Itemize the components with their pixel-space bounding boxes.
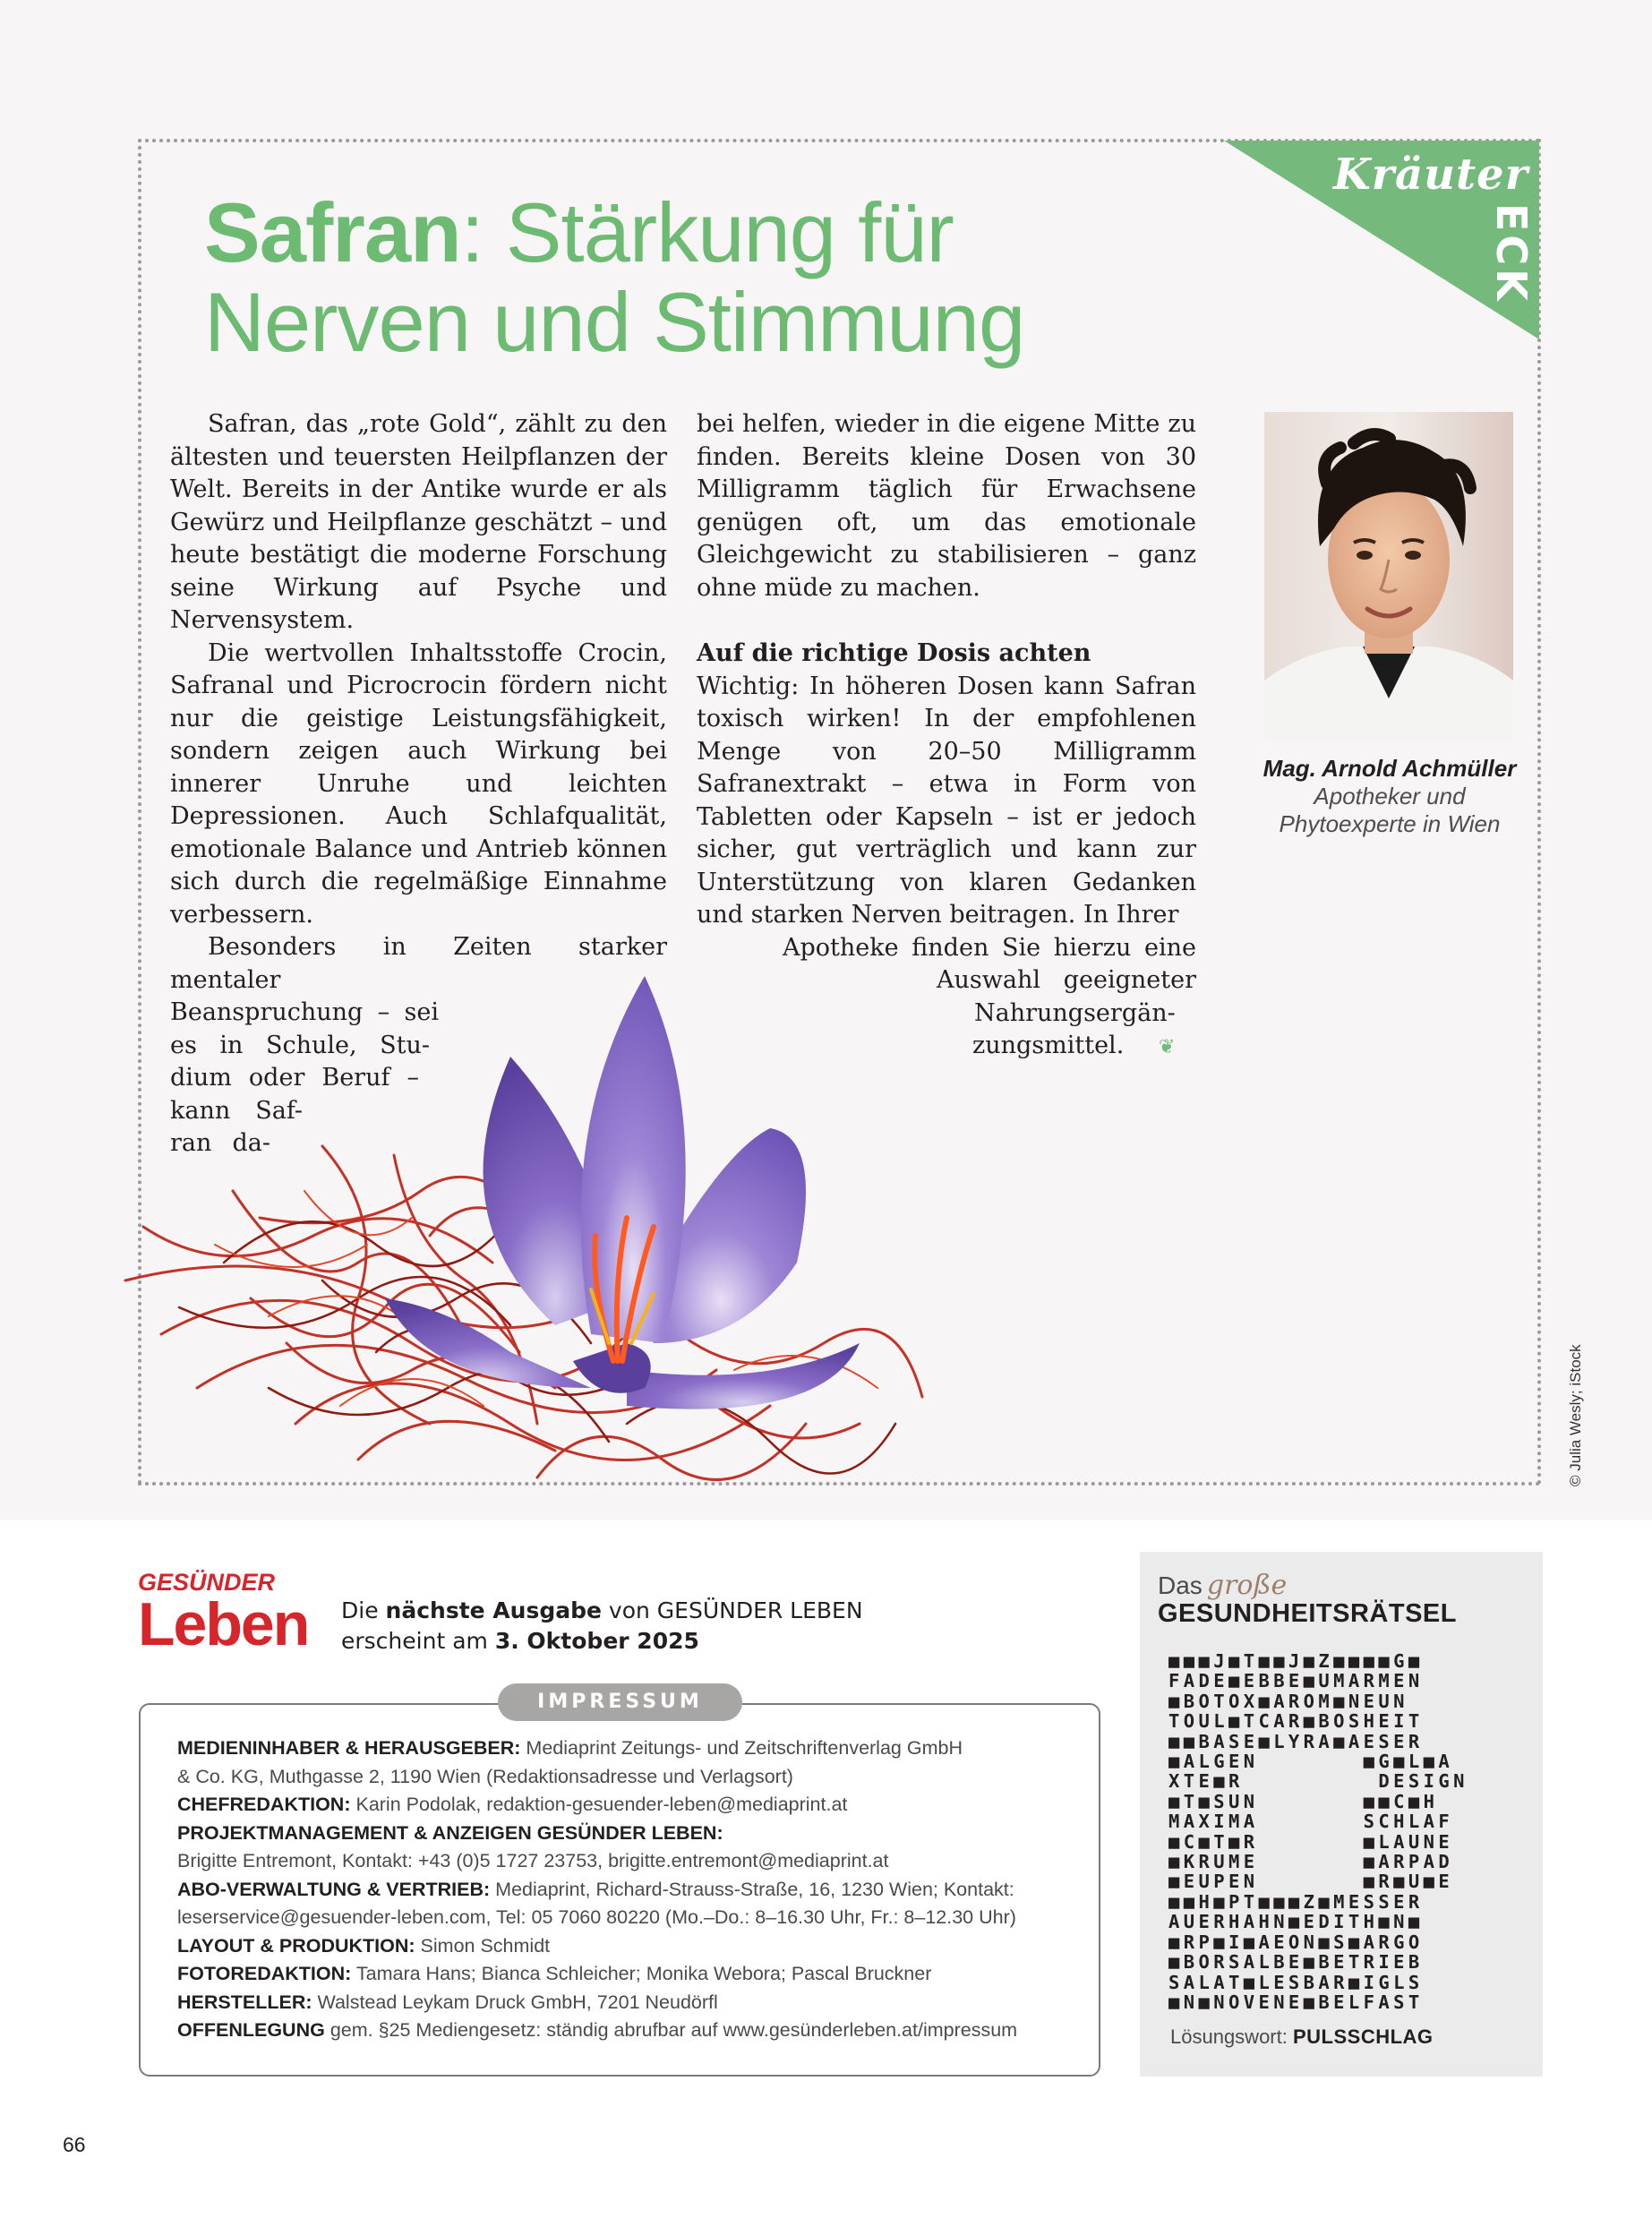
impressum-row (177, 1960, 1073, 1989)
next-bold: nächste Ausgabe (385, 1597, 602, 1623)
eck-text: ECK (1487, 203, 1536, 304)
puzzle-row: MAXIMA SCHLAF (1168, 1811, 1454, 1833)
impressum-value: & Co. KG, Muthgasse 2, 1190 Wien (Redaktionsadresse und Verlagsort) (177, 1765, 793, 1787)
saffron-crocus-illustration (90, 922, 1074, 1486)
article-title (204, 185, 1100, 369)
paragraph: Besonders in Zeiten starker mentaler (170, 933, 667, 994)
paragraph: Wichtig: In höheren Dosen kann Safran toxisch wirken! In der empfohlenen Menge von 20–50 Milligramm Safranextrakt – etwa in Form von Tabletten oder Kapseln – ist er jedoch sicher, gut verträglich und kann zur Unterstützung von klaren Gedanken und starken Nerven beitragen. In Ihrer (697, 672, 1196, 929)
next-issue-note (341, 1596, 863, 1657)
kraeuter-eck-label (1224, 141, 1539, 339)
puzzle-row: FADE■EBBE■UMARMEN (1168, 1670, 1424, 1692)
impressum-label: CHEFREDAKTION: (177, 1794, 351, 1815)
puzzle-row: ■C■T■R ■LAUNE (1168, 1830, 1454, 1853)
puzzle-header (1158, 1570, 1457, 1629)
impressum-label: FOTOREDAKTION: (177, 1963, 352, 1984)
puzzle-row: ■EUPEN ■R■U■E (1168, 1871, 1454, 1893)
expert-role-1: Apotheker und (1314, 783, 1466, 809)
impressum-row (177, 1734, 1073, 1763)
puzzle-row: SALAT■LESBAR■IGLS (1168, 1971, 1424, 1993)
impressum-value: Mediaprint Zeitungs- und Zeitschriftenverlag GmbH (520, 1737, 963, 1759)
impressum-row (177, 2017, 1073, 2045)
impressum-label: PROJEKTMANAGEMENT & ANZEIGEN GESÜNDER LEBEN: (177, 1821, 723, 1844)
impressum-label: MEDIENINHABER & HERAUSGEBER: (177, 1737, 521, 1759)
puzzle-grid (1168, 1651, 1468, 2012)
next-pre: Die (341, 1597, 386, 1623)
next-line2: erscheint am (341, 1628, 495, 1654)
expert-role-2: Phytoexperte in Wien (1279, 810, 1501, 837)
puzzle-row: ■BOTOX■AROM■NEUN (1168, 1690, 1408, 1712)
puzzle-row: ■KRUME ■ARPAD (1168, 1851, 1454, 1873)
puzzle-title: GESUNDHEITSRÄTSEL (1158, 1599, 1457, 1628)
subheading: Auf die richtige Dosis achten (697, 639, 1091, 667)
impressum-value: Karin Podolak, redaktion-gesuender-leben@mediaprint.at (350, 1794, 848, 1815)
end-mark-icon: ❦ (1158, 1036, 1176, 1058)
impressum-value: Walstead Leykam Druck GmbH, 7201 Neudörfl (312, 1991, 718, 2013)
puzzle-row: ■N■NOVENE■BELFAST (1168, 1991, 1424, 2013)
puzzle-row: ■BORSALBE■BETRIEB (1168, 1951, 1424, 1974)
expert-portrait (1264, 412, 1513, 741)
impressum-label: HERSTELLER: (177, 1991, 312, 2013)
title-rest: : Stärkung für (460, 185, 954, 279)
impressum-value: gem. §25 Mediengesetz: ständig abrufbar auf www.gesünderleben.at/impressum (324, 2019, 1018, 2041)
paragraph-narrow: Auswahl geeigneter (937, 966, 1196, 994)
impressum-row (177, 1904, 1073, 1932)
photo-credit: © Julia Wesly; iStock (1567, 1344, 1584, 1486)
paragraph-narrow: Apotheke finden Sie hierzu eine (783, 933, 1196, 962)
puzzle-solution-box (1140, 1552, 1543, 2077)
impressum-row (177, 1989, 1073, 2017)
page-number: 66 (63, 2133, 86, 2156)
puzzle-das: Das (1158, 1571, 1203, 1599)
title-line2: Nerven und Stimmung (204, 275, 1025, 369)
title-bold: Safran (204, 185, 461, 279)
kraeuter-text: Kräuter (1332, 150, 1528, 200)
puzzle-grosse: große (1206, 1570, 1288, 1601)
impressum-text (177, 1734, 1073, 2045)
logo-line1: GESÜNDER (138, 1569, 276, 1596)
puzzle-solution (1170, 2025, 1434, 2049)
puzzle-row: ■■BASE■LYRA■AESER (1168, 1730, 1424, 1752)
impressum-row (177, 1847, 1073, 1876)
impressum-value: Mediaprint, Richard-Strauss-Straße, 16, 1230 Wien; Kontakt: (490, 1878, 1014, 1900)
puzzle-row: ■■H■PT■■■Z■MESSER (1168, 1890, 1424, 1913)
impressum-value: Tamara Hans; Bianca Schleicher; Monika Webora; Pascal Bruckner (351, 1963, 932, 1984)
puzzle-row: AUERHAHN■EDITH■N■ (1168, 1911, 1424, 1933)
solution-label: Lösungswort: (1170, 2025, 1288, 2048)
impressum-label: LAYOUT & PRODUKTION: (177, 1934, 415, 1957)
puzzle-row: ■RP■I■AEON■S■ARGO (1168, 1931, 1424, 1953)
impressum-row (177, 1791, 1073, 1820)
paragraph-narrow: dium oder Beruf – (170, 1064, 419, 1092)
impressum-row (177, 1876, 1073, 1905)
impressum-row (177, 1932, 1073, 1961)
paragraph-narrow: Beanspruchung – sei (170, 998, 439, 1026)
impressum-row (177, 1820, 1073, 1848)
paragraph: bei helfen, wieder in die eigene Mitte zu finden. Bereits kleine Dosen von 30 Milligramm täglich für Erwachsene genügen oft, um das emotionale Gleichgewicht zu stabilisieren – ganz ohne müde zu machen. (697, 410, 1196, 602)
paragraph-narrow: Nahrungsergän- (974, 998, 1176, 1027)
puzzle-row: TOUL■TCAR■BOSHEIT (1168, 1710, 1424, 1733)
logo-line2: Leben (138, 1590, 309, 1658)
puzzle-row: XTE■R DESIGN (1168, 1770, 1468, 1793)
impressum-tag: IMPRESSUM (498, 1683, 742, 1721)
puzzle-row: ■■■J■T■■J■Z■■■■G■ (1168, 1650, 1424, 1672)
last-line: zungsmittel. (972, 1032, 1125, 1059)
paragraph-narrow: kann Saf- (170, 1096, 303, 1125)
impressum-row (177, 1763, 1073, 1792)
impressum-label: OFFENLEGUNG (177, 2019, 325, 2041)
solution-word: PULSSCHLAG (1292, 2025, 1434, 2048)
impressum-value: Brigitte Entremont, Kontakt: +43 (0)5 1727 23753, brigitte.entremont@mediaprint.at (177, 1850, 889, 1871)
paragraph-narrow: es in Schule, Stu- (170, 1031, 430, 1059)
next-mid: von GESÜNDER LEBEN (601, 1597, 863, 1623)
puzzle-row: ■ALGEN ■G■L■A (1168, 1751, 1454, 1773)
paragraph: Safran, das „rote Gold“, zählt zu den ältesten und teuersten Heilpflanzen der Welt. Bereits in der Antike wurde er als Gewürz und Heilpflanze geschätzt – und heute bestätigt die moderne Forschung seine Wirkung auf Psyche und Nervensystem. (170, 410, 667, 634)
puzzle-row: ■T■SUN ■■C■H (1168, 1790, 1439, 1812)
gesuender-leben-logo (138, 1569, 309, 1658)
impressum-value: Simon Schmidt (415, 1934, 551, 1957)
next-date: 3. Oktober 2025 (494, 1628, 699, 1654)
expert-name: Mag. Arnold Achmüller (1263, 755, 1517, 782)
impressum-value: leserservice@gesuender-leben.com, Tel: 05 7060 80220 (Mo.–Do.: 8–16.30 Uhr, Fr.: 8–12.30 Uhr) (177, 1906, 1016, 1928)
paragraph-narrow: ran da- (170, 1129, 270, 1157)
impressum-label: ABO-VERWALTUNG & VERTRIEB: (177, 1878, 491, 1900)
paragraph: Die wertvollen Inhaltsstoffe Crocin, Safranal und Picrocrocin fördern nicht nur die geistige Leistungsfähigkeit, sondern zeigen auch Wirkung bei innerer Unruhe und leichten Depressionen. Auch Schlafqualität, emotionale Balance und Antrieb können sich durch die regelmäßige Einnahme verbessern. (170, 638, 667, 929)
expert-caption (1258, 755, 1521, 838)
